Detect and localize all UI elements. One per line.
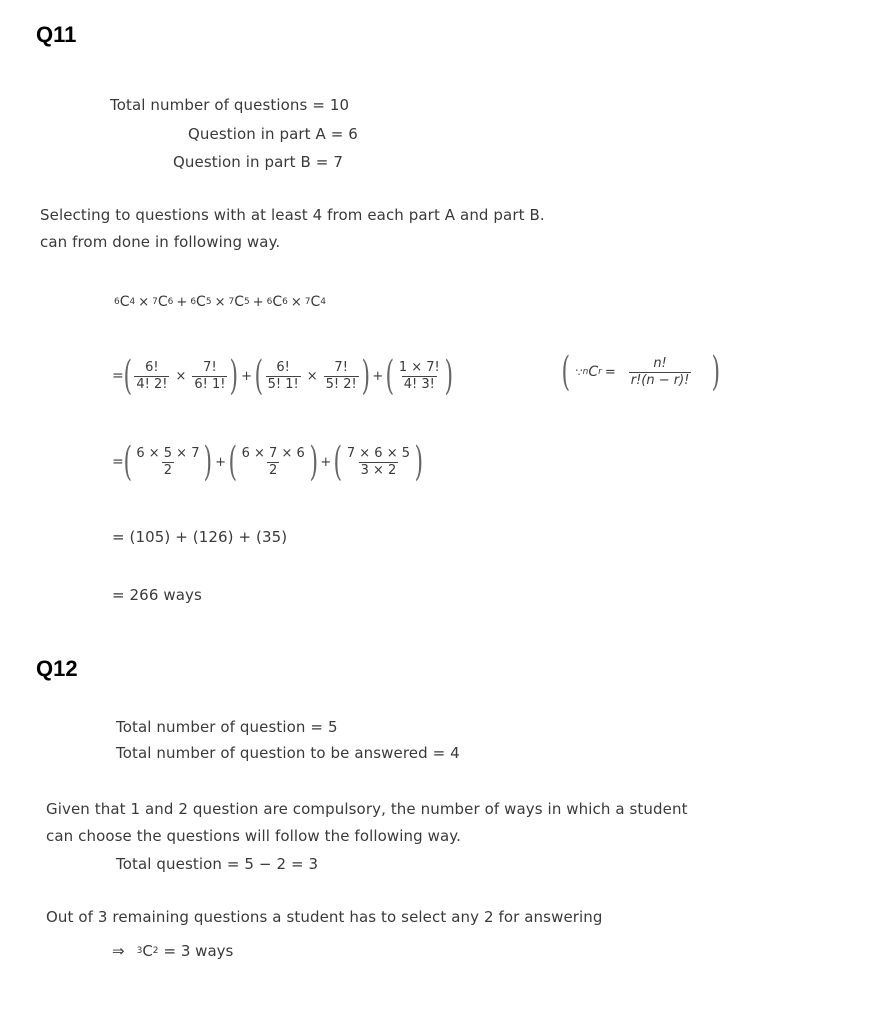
q12-total-question: Total question = 5 − 2 = 3 <box>116 855 319 873</box>
fraction: $\frac{6!}{4! 2!}$ <box>136 359 168 392</box>
q12-paragraph-line2: can choose the questions will follow the following way. <box>46 827 462 845</box>
term-sup: 7 <box>228 297 235 307</box>
term-sub: 6 <box>282 297 288 307</box>
q12-result <box>112 942 233 960</box>
formula-r: r <box>598 367 602 377</box>
equals-sign: = <box>604 364 616 380</box>
right-paren: ) <box>444 353 453 399</box>
times-sign: × <box>175 368 187 384</box>
q11-step1 <box>112 353 453 399</box>
q11-step3: = (105) + (126) + (35) <box>112 528 288 546</box>
q12-paragraph-line1: Given that 1 and 2 question are compulsory, the number of ways in which a student <box>46 800 688 818</box>
right-paren: ) <box>309 439 318 485</box>
left-paren: ( <box>228 439 238 485</box>
right-paren: ) <box>229 353 239 399</box>
q12-questions-to-answer: Total number of question to be answered = 4 <box>116 744 460 762</box>
formula-n: n <box>582 367 589 377</box>
plus-sign: + <box>241 368 252 384</box>
q11-step2 <box>112 439 424 485</box>
result-text: = 3 ways <box>163 942 234 960</box>
q11-part-b: Question in part B = 7 <box>173 153 343 171</box>
left-paren: ( <box>123 439 132 485</box>
term-sup: 3 <box>136 946 143 956</box>
term-c: C <box>157 294 168 310</box>
term-c: C <box>234 294 244 310</box>
left-paren: ( <box>123 353 132 399</box>
q11-total-questions: Total number of questions = 10 <box>110 96 350 114</box>
q11-answer: = 266 ways <box>112 586 202 604</box>
times-sign: × <box>138 294 150 310</box>
q11-intro-line1: Selecting to questions with at least 4 from each part A and part B. <box>40 206 545 224</box>
fraction: $\frac{7 \times 6 \times 5}{3 \times 2}$ <box>346 445 411 478</box>
right-paren: ) <box>711 349 721 395</box>
left-paren: ( <box>254 353 264 399</box>
times-sign: × <box>290 294 302 310</box>
fraction: $\frac{6 \times 7 \times 6}{2}$ <box>241 445 305 478</box>
fraction: $\frac{n!}{r!(n - r)!}$ <box>630 355 690 388</box>
fraction: $\frac{6 \times 5 \times 7}{2}$ <box>136 445 200 478</box>
q11-combination-expression <box>114 294 326 310</box>
q11-combination-formula <box>561 349 721 395</box>
term-sub: 4 <box>129 297 136 307</box>
times-sign: × <box>214 294 226 310</box>
right-paren: ) <box>203 439 213 485</box>
q12-total-questions: Total number of question = 5 <box>116 718 338 736</box>
term-sup: 6 <box>190 297 197 307</box>
plus-sign: + <box>176 294 188 310</box>
right-paren: ) <box>414 439 424 485</box>
term-sub: 6 <box>167 297 174 307</box>
term-sup: 7 <box>152 297 158 307</box>
term-c: C <box>310 294 321 310</box>
equals-sign: = <box>112 368 124 384</box>
equals-sign: = <box>112 454 124 470</box>
times-sign: × <box>306 368 318 384</box>
because-symbol: ∵ <box>575 365 583 379</box>
plus-sign: + <box>215 454 226 470</box>
q12-heading: Q12 <box>36 656 78 681</box>
term-sup: 7 <box>304 297 311 307</box>
term-c: C <box>196 294 206 310</box>
plus-sign: + <box>320 454 332 470</box>
q11-intro-line2: can from done in following way. <box>40 233 281 251</box>
left-paren: ( <box>385 353 395 399</box>
term-sub: 2 <box>152 946 159 956</box>
term-c: C <box>119 294 130 310</box>
left-paren: ( <box>333 439 343 485</box>
term-sub: 5 <box>243 297 250 307</box>
plus-sign: + <box>252 294 264 310</box>
term-sup: 6 <box>114 297 120 307</box>
term-sub: 4 <box>320 297 327 307</box>
term-c: C <box>142 942 153 960</box>
plus-sign: + <box>372 368 384 384</box>
fraction: $\frac{6!}{5! 1!}$ <box>267 359 299 392</box>
fraction: $\frac{7!}{6! 1!}$ <box>194 359 226 392</box>
fraction: $\frac{1 \times 7!}{4! 3!}$ <box>398 359 440 392</box>
q11-heading: Q11 <box>36 22 77 47</box>
term-sup: 6 <box>266 297 273 307</box>
term-sub: 5 <box>205 297 212 307</box>
fraction: $\frac{7!}{5! 2!}$ <box>325 359 357 392</box>
q11-part-a: Question in part A = 6 <box>188 125 358 143</box>
q12-paragraph-line3: Out of 3 remaining questions a student has to select any 2 for answering <box>46 908 603 926</box>
left-paren: ( <box>561 349 571 395</box>
formula-c: C <box>588 364 599 380</box>
implies-arrow: ⇒ <box>112 942 125 960</box>
term-c: C <box>272 294 283 310</box>
right-paren: ) <box>361 353 370 399</box>
